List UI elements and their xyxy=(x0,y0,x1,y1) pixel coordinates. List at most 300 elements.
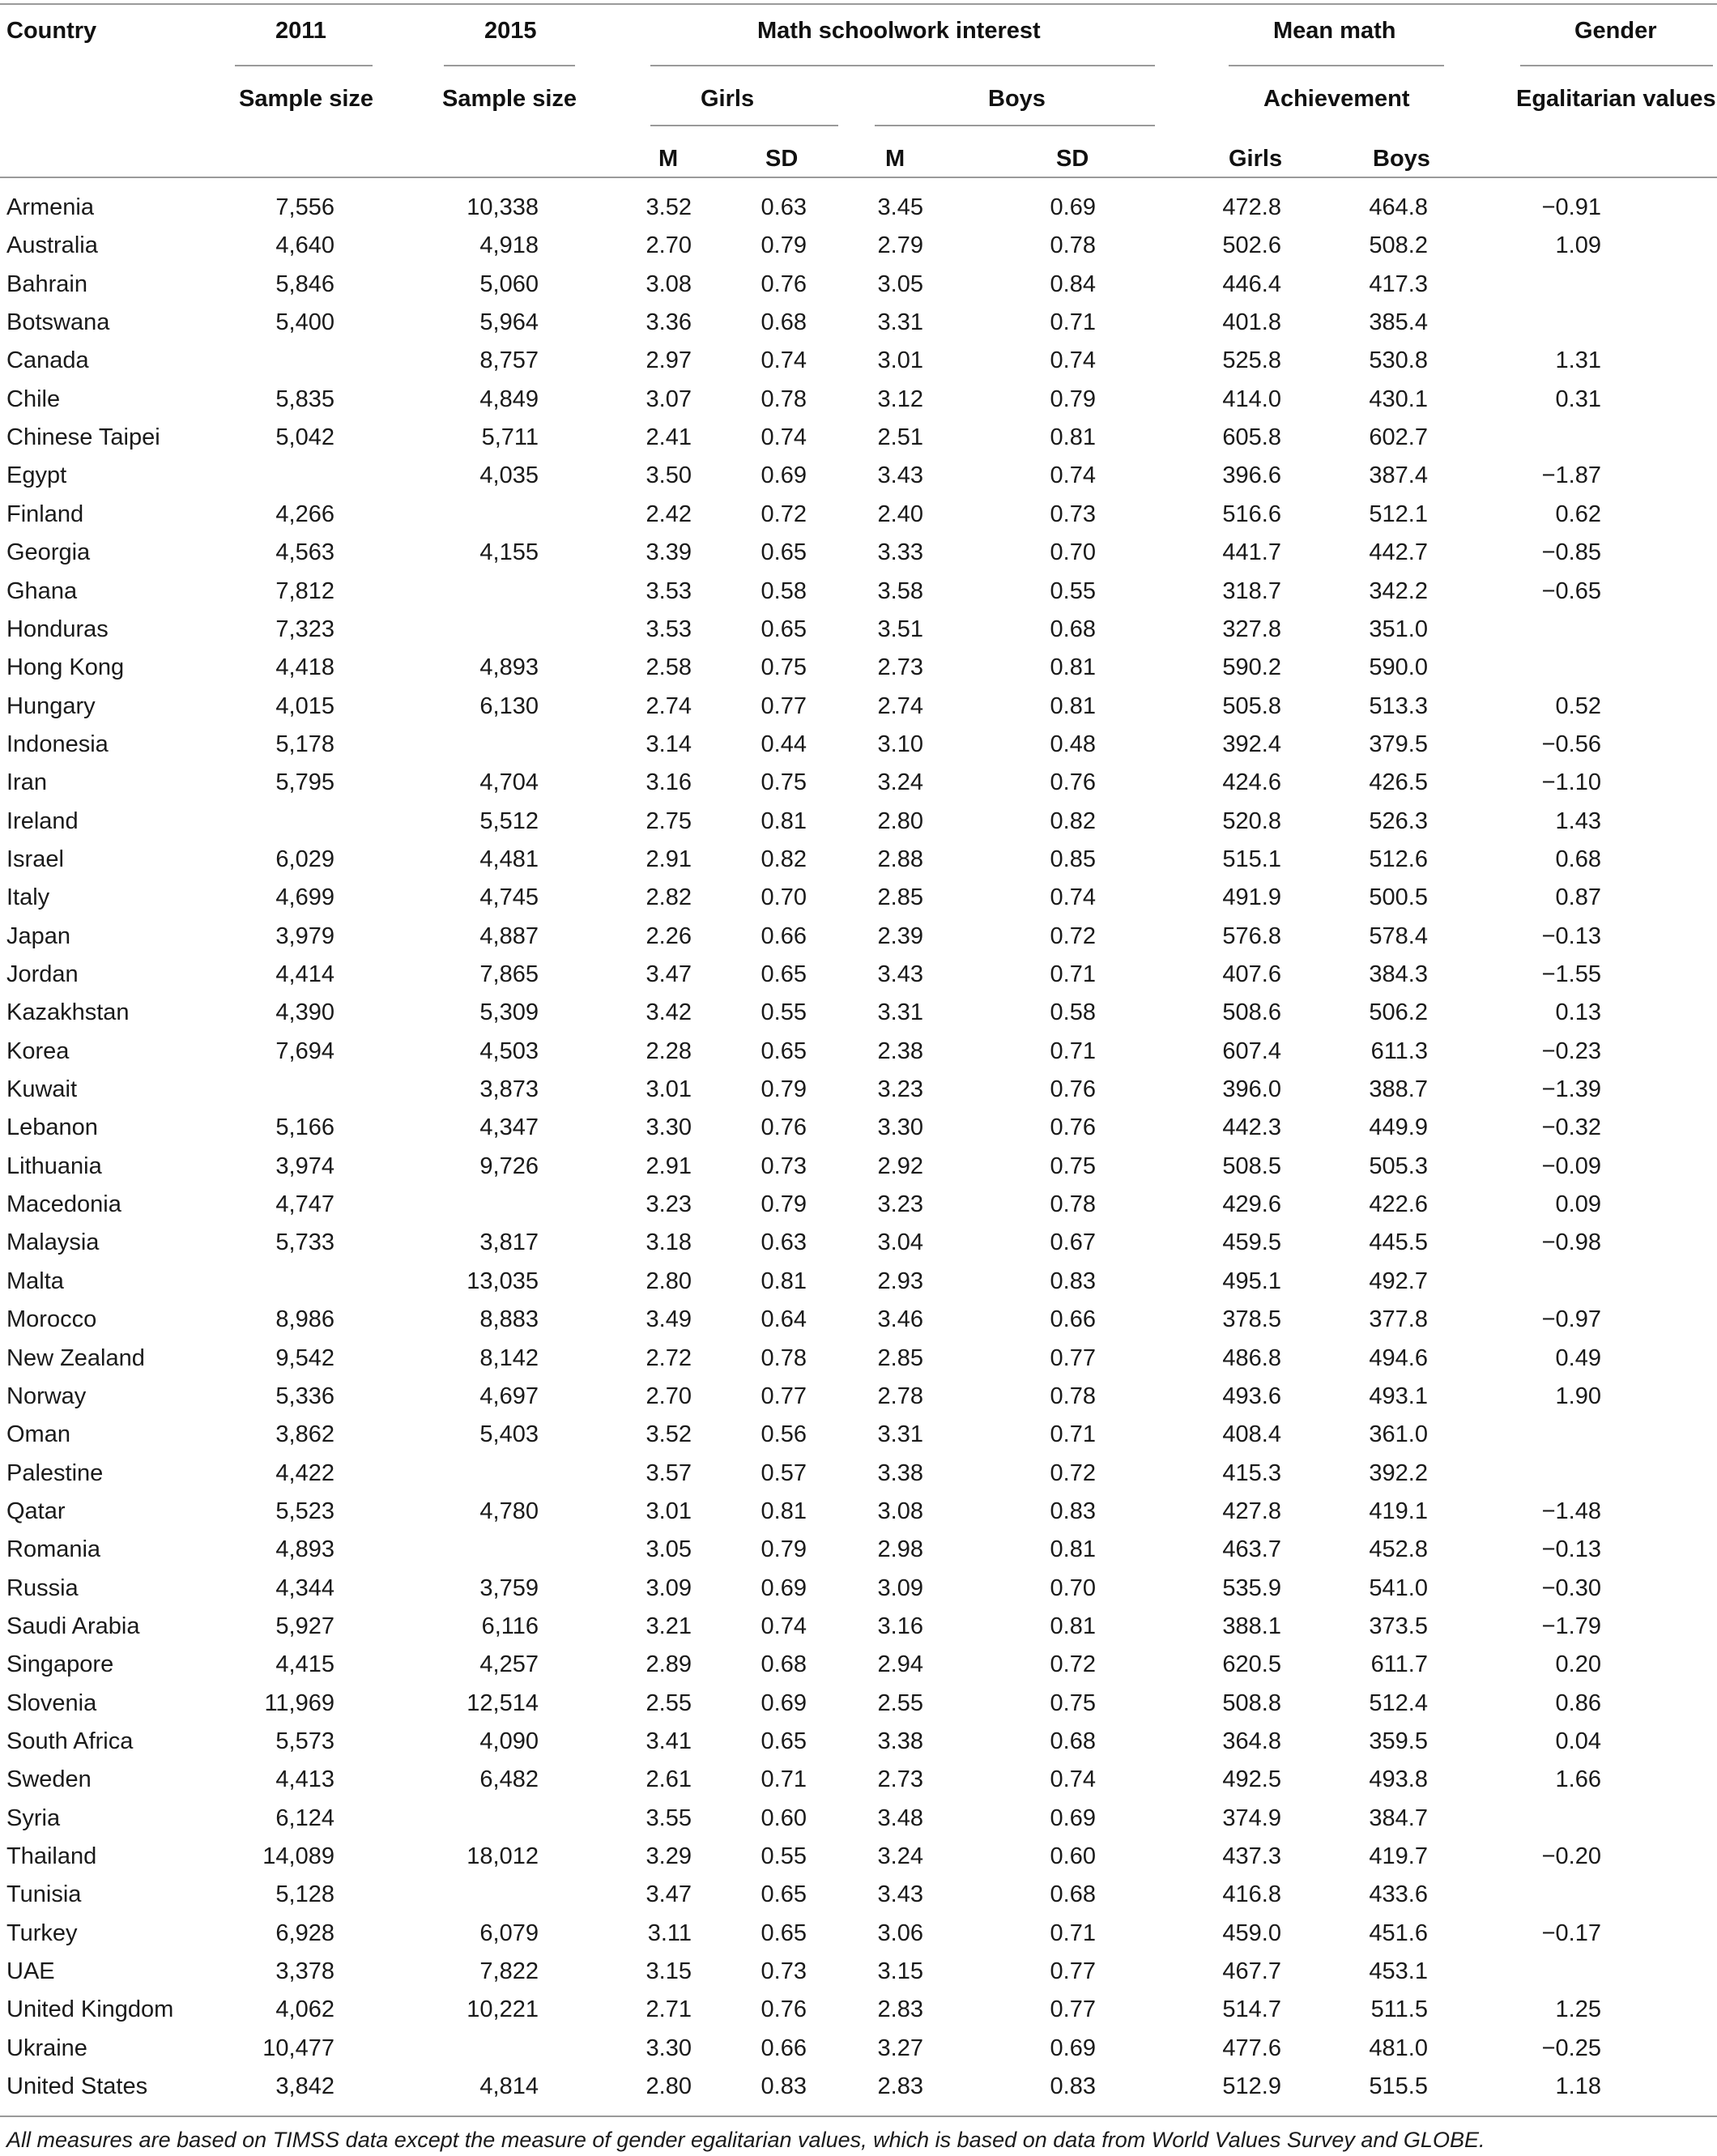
cell-country: Egypt xyxy=(6,462,67,489)
cell-achievement-girls: 525.8 xyxy=(1222,347,1281,374)
cell-country: Indonesia xyxy=(6,731,109,757)
cell-sample-2015: 4,893 xyxy=(479,654,539,681)
cell-sample-2015: 5,711 xyxy=(481,424,539,451)
cell-boys-m: 3.08 xyxy=(877,1498,923,1524)
cell-sample-2011: 4,062 xyxy=(275,1996,334,2023)
cell-girls-sd: 0.65 xyxy=(761,1920,807,1946)
cell-gender-egalitarian: 0.04 xyxy=(1555,1728,1601,1754)
table-row xyxy=(0,1187,1717,1225)
cell-sample-2015: 4,257 xyxy=(479,1651,539,1678)
cell-girls-m: 3.50 xyxy=(645,462,692,489)
rule-girls xyxy=(650,125,838,126)
cell-sample-2011: 3,979 xyxy=(275,922,334,949)
cell-girls-m: 2.91 xyxy=(645,846,692,872)
cell-boys-m: 3.30 xyxy=(877,1114,923,1141)
cell-boys-m: 3.12 xyxy=(877,386,923,412)
cell-sample-2011: 3,862 xyxy=(275,1421,334,1448)
cell-sample-2015: 8,142 xyxy=(479,1344,539,1371)
cell-sample-2011: 7,323 xyxy=(275,616,334,642)
cell-achievement-boys: 453.1 xyxy=(1369,1958,1428,1985)
cell-boys-sd: 0.77 xyxy=(1050,1958,1096,1985)
cell-gender-egalitarian: 1.90 xyxy=(1555,1383,1601,1409)
cell-sample-2015: 12,514 xyxy=(467,1689,539,1716)
table-row xyxy=(0,1647,1717,1685)
cell-boys-sd: 0.68 xyxy=(1050,1728,1096,1754)
cell-achievement-girls: 514.7 xyxy=(1222,1996,1281,2023)
header-2011: 2011 xyxy=(275,18,326,44)
cell-boys-sd: 0.67 xyxy=(1050,1229,1096,1256)
cell-sample-2011: 5,573 xyxy=(275,1728,334,1754)
cell-boys-m: 3.31 xyxy=(877,999,923,1026)
cell-country: South Africa xyxy=(6,1728,134,1754)
cell-country: Russia xyxy=(6,1574,79,1601)
cell-sample-2015: 4,704 xyxy=(479,769,539,796)
cell-achievement-girls: 508.5 xyxy=(1222,1153,1281,1179)
cell-sample-2011: 6,928 xyxy=(275,1920,334,1946)
cell-achievement-boys: 387.4 xyxy=(1369,462,1428,489)
cell-boys-m: 3.09 xyxy=(877,1574,923,1601)
cell-country: Palestine xyxy=(6,1459,104,1486)
cell-girls-sd: 0.65 xyxy=(761,961,807,987)
cell-boys-m: 2.88 xyxy=(877,846,923,872)
cell-girls-m: 3.53 xyxy=(645,577,692,604)
header-sample-size-2015: Sample size xyxy=(442,86,577,112)
cell-girls-m: 3.08 xyxy=(645,271,692,297)
cell-boys-sd: 0.72 xyxy=(1050,1651,1096,1678)
cell-sample-2015: 4,697 xyxy=(479,1383,539,1409)
cell-achievement-girls: 607.4 xyxy=(1222,1038,1281,1064)
cell-boys-m: 3.06 xyxy=(877,1920,923,1946)
cell-sample-2015: 4,090 xyxy=(479,1728,539,1754)
cell-sample-2011: 5,927 xyxy=(275,1613,334,1639)
cell-girls-sd: 0.55 xyxy=(761,999,807,1026)
cell-country: Malta xyxy=(6,1268,64,1294)
cell-boys-m: 2.93 xyxy=(877,1268,923,1294)
cell-boys-sd: 0.78 xyxy=(1050,1383,1096,1409)
table-row xyxy=(0,1148,1717,1187)
cell-achievement-girls: 590.2 xyxy=(1222,654,1281,681)
cell-achievement-girls: 491.9 xyxy=(1222,884,1281,911)
cell-boys-sd: 0.55 xyxy=(1050,577,1096,604)
cell-girls-sd: 0.79 xyxy=(761,1191,807,1218)
cell-achievement-boys: 351.0 xyxy=(1369,616,1428,642)
table-row xyxy=(0,1455,1717,1493)
cell-boys-m: 3.23 xyxy=(877,1076,923,1103)
cell-country: Chile xyxy=(6,386,61,412)
cell-country: Slovenia xyxy=(6,1689,97,1716)
cell-girls-m: 3.07 xyxy=(645,386,692,412)
cell-gender-egalitarian: −0.13 xyxy=(1541,1536,1601,1563)
header-ach-boys: Boys xyxy=(1373,146,1430,172)
cell-gender-egalitarian: 0.62 xyxy=(1555,501,1601,527)
cell-boys-sd: 0.83 xyxy=(1050,1498,1096,1524)
cell-sample-2015: 3,817 xyxy=(479,1229,539,1256)
cell-boys-sd: 0.81 xyxy=(1050,1536,1096,1563)
cell-achievement-boys: 430.1 xyxy=(1369,386,1428,412)
cell-boys-sd: 0.78 xyxy=(1050,232,1096,259)
cell-boys-m: 2.39 xyxy=(877,922,923,949)
cell-achievement-girls: 493.6 xyxy=(1222,1383,1281,1409)
cell-achievement-boys: 512.4 xyxy=(1369,1689,1428,1716)
cell-achievement-girls: 318.7 xyxy=(1222,577,1281,604)
cell-girls-m: 3.30 xyxy=(645,1114,692,1141)
cell-achievement-boys: 384.3 xyxy=(1369,961,1428,987)
cell-sample-2011: 4,415 xyxy=(275,1651,334,1678)
cell-achievement-boys: 377.8 xyxy=(1369,1306,1428,1333)
cell-sample-2015: 5,309 xyxy=(479,999,539,1026)
cell-country: Malaysia xyxy=(6,1229,100,1256)
cell-girls-sd: 0.74 xyxy=(761,424,807,451)
cell-girls-m: 2.97 xyxy=(645,347,692,374)
cell-country: Italy xyxy=(6,884,50,911)
table-row xyxy=(0,1493,1717,1532)
cell-country: Canada xyxy=(6,347,89,374)
cell-gender-egalitarian: −0.85 xyxy=(1541,539,1601,566)
table-row xyxy=(0,1532,1717,1570)
cell-girls-m: 3.18 xyxy=(645,1229,692,1256)
cell-girls-sd: 0.70 xyxy=(761,884,807,911)
cell-country: Georgia xyxy=(6,539,91,566)
cell-country: Qatar xyxy=(6,1498,66,1524)
cell-achievement-girls: 508.6 xyxy=(1222,999,1281,1026)
cell-sample-2015: 18,012 xyxy=(467,1843,539,1870)
cell-gender-egalitarian: −0.25 xyxy=(1541,2035,1601,2061)
cell-achievement-girls: 605.8 xyxy=(1222,424,1281,451)
cell-boys-sd: 0.83 xyxy=(1050,2073,1096,2100)
cell-gender-egalitarian: 0.68 xyxy=(1555,846,1601,872)
cell-girls-m: 2.74 xyxy=(645,692,692,719)
cell-achievement-boys: 422.6 xyxy=(1369,1191,1428,1218)
cell-achievement-boys: 385.4 xyxy=(1369,309,1428,336)
cell-girls-m: 3.23 xyxy=(645,1191,692,1218)
cell-sample-2015: 6,130 xyxy=(479,692,539,719)
cell-achievement-boys: 426.5 xyxy=(1369,769,1428,796)
cell-boys-sd: 0.70 xyxy=(1050,539,1096,566)
header-mean-math: Mean math xyxy=(1273,18,1396,44)
cell-girls-sd: 0.83 xyxy=(761,2073,807,2100)
cell-boys-sd: 0.60 xyxy=(1050,1843,1096,1870)
top-rule xyxy=(0,3,1717,5)
cell-sample-2015: 5,403 xyxy=(479,1421,539,1448)
cell-boys-m: 3.43 xyxy=(877,1881,923,1908)
cell-boys-sd: 0.76 xyxy=(1050,769,1096,796)
cell-girls-sd: 0.60 xyxy=(761,1804,807,1831)
cell-country: Kazakhstan xyxy=(6,999,130,1026)
cell-country: UAE xyxy=(6,1958,55,1985)
cell-sample-2011: 11,969 xyxy=(264,1689,334,1716)
cell-sample-2011: 3,378 xyxy=(275,1958,334,1985)
cell-sample-2015: 6,482 xyxy=(479,1766,539,1793)
cell-boys-m: 3.31 xyxy=(877,1421,923,1448)
cell-achievement-boys: 417.3 xyxy=(1369,271,1428,297)
cell-achievement-boys: 451.6 xyxy=(1369,1920,1428,1946)
cell-girls-sd: 0.65 xyxy=(761,616,807,642)
cell-sample-2011: 3,974 xyxy=(275,1153,334,1179)
cell-girls-m: 2.41 xyxy=(645,424,692,451)
cell-gender-egalitarian: −0.97 xyxy=(1541,1306,1601,1333)
cell-girls-m: 2.91 xyxy=(645,1153,692,1179)
cell-sample-2015: 10,221 xyxy=(467,1996,539,2023)
cell-sample-2015: 13,035 xyxy=(467,1268,539,1294)
cell-sample-2011: 5,042 xyxy=(275,424,334,451)
cell-girls-sd: 0.69 xyxy=(761,1689,807,1716)
cell-country: Bahrain xyxy=(6,271,87,297)
cell-country: Botswana xyxy=(6,309,110,336)
cell-achievement-girls: 374.9 xyxy=(1222,1804,1281,1831)
table-row xyxy=(0,266,1717,305)
cell-gender-egalitarian: −0.32 xyxy=(1541,1114,1601,1141)
cell-achievement-boys: 512.1 xyxy=(1369,501,1428,527)
table-row xyxy=(0,1033,1717,1072)
table-row xyxy=(0,803,1717,842)
cell-achievement-boys: 449.9 xyxy=(1369,1114,1428,1141)
cell-country: United Kingdom xyxy=(6,1996,174,2023)
cell-boys-sd: 0.81 xyxy=(1050,692,1096,719)
cell-achievement-girls: 416.8 xyxy=(1222,1881,1281,1908)
cell-boys-sd: 0.74 xyxy=(1050,462,1096,489)
cell-girls-m: 2.80 xyxy=(645,1268,692,1294)
cell-girls-sd: 0.69 xyxy=(761,462,807,489)
cell-girls-sd: 0.66 xyxy=(761,922,807,949)
cell-achievement-boys: 392.2 xyxy=(1369,1459,1428,1486)
cell-achievement-girls: 576.8 xyxy=(1222,922,1281,949)
cell-boys-sd: 0.85 xyxy=(1050,846,1096,872)
cell-country: Saudi Arabia xyxy=(6,1613,140,1639)
cell-achievement-boys: 506.2 xyxy=(1369,999,1428,1026)
cell-gender-egalitarian: 0.09 xyxy=(1555,1191,1601,1218)
cell-country: Ukraine xyxy=(6,2035,87,2061)
cell-boys-m: 3.45 xyxy=(877,194,923,220)
cell-girls-m: 3.29 xyxy=(645,1843,692,1870)
header-boys: Boys xyxy=(988,86,1046,112)
cell-girls-m: 2.58 xyxy=(645,654,692,681)
table-row xyxy=(0,190,1717,228)
cell-sample-2011: 14,089 xyxy=(262,1843,334,1870)
cell-achievement-girls: 502.6 xyxy=(1222,232,1281,259)
cell-achievement-boys: 494.6 xyxy=(1369,1344,1428,1371)
table-row xyxy=(0,496,1717,535)
table-row xyxy=(0,1072,1717,1110)
cell-achievement-girls: 492.5 xyxy=(1222,1766,1281,1793)
cell-achievement-boys: 492.7 xyxy=(1369,1268,1428,1294)
cell-girls-m: 3.15 xyxy=(645,1958,692,1985)
cell-gender-egalitarian: −1.87 xyxy=(1541,462,1601,489)
cell-girls-sd: 0.76 xyxy=(761,1996,807,2023)
cell-achievement-boys: 445.5 xyxy=(1369,1229,1428,1256)
cell-achievement-boys: 611.3 xyxy=(1370,1038,1428,1064)
cell-country: Romania xyxy=(6,1536,101,1563)
cell-sample-2011: 4,344 xyxy=(275,1574,334,1601)
cell-girls-m: 3.52 xyxy=(645,194,692,220)
table-row xyxy=(0,1110,1717,1148)
cell-sample-2015: 4,780 xyxy=(479,1498,539,1524)
rule-boys xyxy=(875,125,1155,126)
cell-boys-sd: 0.69 xyxy=(1050,194,1096,220)
cell-achievement-girls: 459.5 xyxy=(1222,1229,1281,1256)
header-2015: 2015 xyxy=(484,18,537,44)
cell-achievement-girls: 408.4 xyxy=(1222,1421,1281,1448)
cell-achievement-girls: 327.8 xyxy=(1222,616,1281,642)
cell-sample-2011: 4,390 xyxy=(275,999,334,1026)
cell-achievement-girls: 401.8 xyxy=(1222,309,1281,336)
rule-2015 xyxy=(444,65,575,66)
cell-gender-egalitarian: 1.66 xyxy=(1555,1766,1601,1793)
cell-country: Sweden xyxy=(6,1766,92,1793)
table-row xyxy=(0,2030,1717,2069)
cell-sample-2015: 6,079 xyxy=(479,1920,539,1946)
cell-gender-egalitarian: −0.23 xyxy=(1541,1038,1601,1064)
cell-girls-sd: 0.75 xyxy=(761,654,807,681)
table-row xyxy=(0,1992,1717,2030)
table-row xyxy=(0,1417,1717,1455)
cell-boys-m: 3.15 xyxy=(877,1958,923,1985)
cell-girls-sd: 0.73 xyxy=(761,1958,807,1985)
cell-boys-sd: 0.76 xyxy=(1050,1114,1096,1141)
cell-country: Hong Kong xyxy=(6,654,125,681)
cell-achievement-girls: 427.8 xyxy=(1222,1498,1281,1524)
cell-gender-egalitarian: 0.31 xyxy=(1555,386,1601,412)
header-m-boys: M xyxy=(885,146,905,172)
cell-boys-sd: 0.74 xyxy=(1050,347,1096,374)
table-row xyxy=(0,1225,1717,1263)
table-row xyxy=(0,1263,1717,1302)
cell-sample-2015: 5,512 xyxy=(479,807,539,834)
header-math-interest: Math schoolwork interest xyxy=(757,18,1041,44)
cell-gender-egalitarian: 0.20 xyxy=(1555,1651,1601,1678)
table-row xyxy=(0,458,1717,496)
cell-boys-sd: 0.68 xyxy=(1050,1881,1096,1908)
cell-boys-m: 2.78 xyxy=(877,1383,923,1409)
table-row xyxy=(0,2069,1717,2107)
cell-sample-2011: 8,986 xyxy=(275,1306,334,1333)
cell-achievement-boys: 384.7 xyxy=(1369,1804,1428,1831)
cell-sample-2015: 4,155 xyxy=(479,539,539,566)
cell-gender-egalitarian: −0.65 xyxy=(1541,577,1601,604)
cell-girls-sd: 0.65 xyxy=(761,1881,807,1908)
table-row xyxy=(0,420,1717,458)
cell-achievement-girls: 516.6 xyxy=(1222,501,1281,527)
rule-mean-math xyxy=(1229,65,1444,66)
table-footnote: All measures are based on TIMSS data except the measure of gender egalitarian values, which is based on data from World Values Survey and GLOBE. xyxy=(6,2128,1485,2152)
cell-achievement-boys: 342.2 xyxy=(1369,577,1428,604)
cell-boys-sd: 0.72 xyxy=(1050,922,1096,949)
cell-girls-sd: 0.63 xyxy=(761,194,807,220)
cell-girls-sd: 0.79 xyxy=(761,1076,807,1103)
cell-girls-sd: 0.57 xyxy=(761,1459,807,1486)
cell-sample-2015: 6,116 xyxy=(481,1613,539,1639)
cell-boys-sd: 0.71 xyxy=(1050,1038,1096,1064)
cell-boys-sd: 0.81 xyxy=(1050,654,1096,681)
cell-girls-sd: 0.79 xyxy=(761,1536,807,1563)
cell-girls-m: 3.09 xyxy=(645,1574,692,1601)
cell-achievement-boys: 602.7 xyxy=(1369,424,1428,451)
cell-boys-m: 2.73 xyxy=(877,654,923,681)
cell-boys-m: 3.48 xyxy=(877,1804,923,1831)
cell-achievement-girls: 388.1 xyxy=(1222,1613,1281,1639)
cell-gender-egalitarian: −1.79 xyxy=(1541,1613,1601,1639)
cell-boys-sd: 0.82 xyxy=(1050,807,1096,834)
cell-girls-sd: 0.65 xyxy=(761,539,807,566)
bottom-rule xyxy=(0,2116,1717,2117)
table-row xyxy=(0,726,1717,765)
cell-country: Korea xyxy=(6,1038,70,1064)
cell-country: Japan xyxy=(6,922,71,949)
cell-girls-sd: 0.64 xyxy=(761,1306,807,1333)
cell-achievement-boys: 361.0 xyxy=(1369,1421,1428,1448)
cell-boys-sd: 0.71 xyxy=(1050,1920,1096,1946)
cell-sample-2015: 9,726 xyxy=(479,1153,539,1179)
cell-boys-sd: 0.77 xyxy=(1050,1344,1096,1371)
cell-achievement-boys: 442.7 xyxy=(1369,539,1428,566)
cell-country: Oman xyxy=(6,1421,70,1448)
cell-sample-2011: 5,178 xyxy=(275,731,334,757)
cell-girls-sd: 0.68 xyxy=(761,309,807,336)
cell-girls-m: 2.72 xyxy=(645,1344,692,1371)
cell-country: Turkey xyxy=(6,1920,78,1946)
cell-sample-2011: 4,266 xyxy=(275,501,334,527)
cell-sample-2011: 5,128 xyxy=(275,1881,334,1908)
cell-girls-m: 3.11 xyxy=(647,1920,692,1946)
cell-country: Thailand xyxy=(6,1843,97,1870)
cell-country: Chinese Taipei xyxy=(6,424,160,451)
cell-country: United States xyxy=(6,2073,148,2100)
cell-girls-sd: 0.77 xyxy=(761,692,807,719)
table-row xyxy=(0,1570,1717,1608)
cell-boys-m: 3.23 xyxy=(877,1191,923,1218)
cell-gender-egalitarian: −0.13 xyxy=(1541,922,1601,949)
cell-girls-m: 3.05 xyxy=(645,1536,692,1563)
cell-boys-m: 2.98 xyxy=(877,1536,923,1563)
cell-boys-m: 3.33 xyxy=(877,539,923,566)
cell-achievement-boys: 526.3 xyxy=(1369,807,1428,834)
table-row xyxy=(0,611,1717,650)
cell-boys-m: 2.85 xyxy=(877,884,923,911)
cell-boys-m: 2.92 xyxy=(877,1153,923,1179)
cell-girls-m: 3.14 xyxy=(645,731,692,757)
cell-boys-sd: 0.48 xyxy=(1050,731,1096,757)
cell-sample-2015: 5,964 xyxy=(479,309,539,336)
cell-sample-2011: 4,414 xyxy=(275,961,334,987)
cell-achievement-girls: 520.8 xyxy=(1222,807,1281,834)
cell-boys-m: 3.31 xyxy=(877,309,923,336)
cell-achievement-girls: 407.6 xyxy=(1222,961,1281,987)
cell-country: Syria xyxy=(6,1804,61,1831)
cell-sample-2015: 4,347 xyxy=(479,1114,539,1141)
cell-girls-m: 2.70 xyxy=(645,1383,692,1409)
cell-achievement-boys: 512.6 xyxy=(1369,846,1428,872)
cell-achievement-boys: 464.8 xyxy=(1369,194,1428,220)
cell-boys-m: 2.85 xyxy=(877,1344,923,1371)
cell-sample-2011: 5,733 xyxy=(275,1229,334,1256)
cell-girls-sd: 0.75 xyxy=(761,769,807,796)
cell-achievement-girls: 396.0 xyxy=(1222,1076,1281,1103)
table-row xyxy=(0,1724,1717,1762)
cell-sample-2011: 7,556 xyxy=(275,194,334,220)
cell-girls-m: 3.53 xyxy=(645,616,692,642)
cell-sample-2015: 7,865 xyxy=(479,961,539,987)
header-sd-boys: SD xyxy=(1056,146,1089,172)
table-row xyxy=(0,842,1717,880)
cell-girls-sd: 0.78 xyxy=(761,1344,807,1371)
header-sample-size-2011: Sample size xyxy=(239,86,374,112)
cell-country: Ghana xyxy=(6,577,78,604)
cell-boys-sd: 0.70 xyxy=(1050,1574,1096,1601)
cell-sample-2011: 6,124 xyxy=(275,1804,334,1831)
cell-girls-m: 3.55 xyxy=(645,1804,692,1831)
cell-boys-m: 3.43 xyxy=(877,462,923,489)
cell-country: Iran xyxy=(6,769,47,796)
cell-boys-m: 2.80 xyxy=(877,807,923,834)
